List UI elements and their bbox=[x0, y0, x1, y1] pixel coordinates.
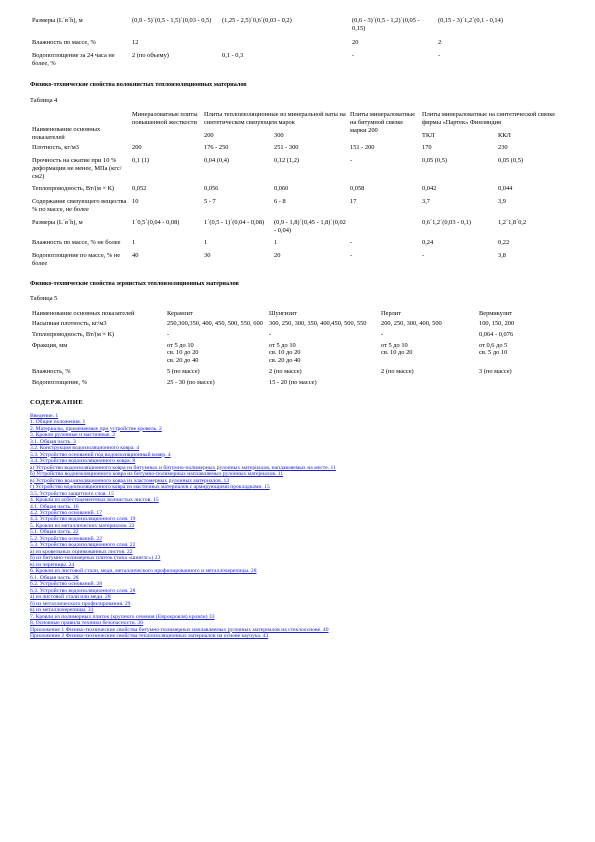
table-cell: 30 bbox=[204, 252, 211, 260]
toc-link[interactable]: Приложение 2 Физико-технические свойства теплоизоляционных материалов на основе каучука. 43 bbox=[30, 633, 269, 640]
table-cell: - bbox=[422, 252, 425, 260]
toc-link[interactable]: в) из металлочерепицы. 31 bbox=[30, 607, 94, 614]
table4-header-mw-rigid: Минераловатные плиты повышенной жесткости bbox=[132, 111, 198, 127]
table-cell: 20 bbox=[274, 252, 281, 260]
table-cell bbox=[220, 38, 350, 52]
toc-link[interactable]: в) Устройство водоизоляционного ковра из эластомерных рулонных материалов. 13 bbox=[30, 477, 230, 484]
table-cell: 12 bbox=[132, 38, 139, 46]
table4-subheader-200: 200 bbox=[204, 132, 214, 140]
table-cell: - bbox=[167, 330, 170, 338]
table-row bbox=[30, 156, 570, 184]
table-cell: 0,24 bbox=[422, 239, 434, 247]
toc-link[interactable]: 6.1. Общая часть. 28 bbox=[30, 574, 79, 581]
table-cell: 2 (по массе) bbox=[269, 368, 302, 376]
table4-header-bitumen: Плиты минераловатные на битумной связке марки 200 bbox=[350, 111, 416, 135]
table-cell: - bbox=[350, 239, 353, 247]
row-label: Насыпная плотность, кг/м3 bbox=[32, 320, 107, 327]
table5-header-material: Шунгизит bbox=[269, 310, 297, 318]
table-cell: (0,9 - 5)´(0,5 - 1,5)´(0,03 - 0,5) bbox=[132, 17, 212, 24]
table-cell: 3 (по массе) bbox=[479, 368, 512, 376]
toc-link[interactable]: в) из черепицы. 24 bbox=[30, 561, 75, 568]
document-page bbox=[30, 16, 570, 640]
table-cell: 250,300,350, 400, 450, 500, 550, 600 bbox=[167, 320, 263, 327]
table4-header-partek: Плиты минераловатные на синтетической связке фирмы «Партек» Финляндия bbox=[422, 111, 556, 127]
toc-link[interactable]: б) из битумно-полимерных плиток (типа «шинглс») 23 bbox=[30, 555, 161, 562]
table-cell: 0,056 bbox=[204, 185, 219, 193]
table-cell: 17 bbox=[350, 198, 357, 206]
section-5-title: Физико-технические свойства зернистых теплоизоляционных материалов bbox=[30, 279, 239, 287]
table-row bbox=[30, 218, 570, 239]
toc-link[interactable]: 1. Общие положения. 1 bbox=[30, 419, 86, 426]
table-row bbox=[30, 51, 570, 73]
row-label: Прочность на сжатие при 10 % деформации не менее, МПа (кгс/см2) bbox=[32, 156, 122, 180]
table-cell: (0,15 - 3)´1,2´(0,1 - 0,14) bbox=[438, 17, 503, 24]
toc-link[interactable]: 2. Материалы, применяемые при устройстве кровель. 2 bbox=[30, 425, 162, 432]
toc-link[interactable]: б) из металлического профилирования. 29 bbox=[30, 600, 131, 607]
table-row bbox=[30, 16, 570, 38]
table-row bbox=[30, 367, 570, 378]
table-cell: 0,1 (1) bbox=[132, 156, 150, 164]
table5-header-indicator: Наименование основных показателей bbox=[32, 310, 135, 318]
table-cell: 170 bbox=[422, 144, 432, 152]
table4-header-synthetic: Плиты теплоизоляционные из минеральной ваты на синтетическом связующем марок bbox=[204, 111, 346, 127]
row-label: Размеры (L´в´h), м bbox=[32, 218, 83, 226]
table-cell: 20 bbox=[352, 38, 359, 46]
row-label: Водопоглощение по массе, % не более bbox=[32, 252, 121, 267]
table-cell: 200, 250, 300, 400, 500 bbox=[381, 320, 442, 327]
toc-link[interactable]: 4.2. Устройство оснований. 17 bbox=[30, 509, 103, 516]
table-cell: 2 bbox=[438, 38, 442, 46]
row-label: Влажность, % bbox=[32, 368, 71, 376]
table-row bbox=[30, 378, 570, 389]
table-cell bbox=[379, 378, 477, 389]
table-cell: от 0,6 до 5 св. 5 до 10 bbox=[479, 341, 508, 357]
table-cell: 3,9 bbox=[498, 198, 506, 206]
table-cell: 25 - 30 (по массе) bbox=[167, 378, 215, 386]
toc-link[interactable]: Приложение 1 Физико-технические свойства битумно-полимерных наплавляемых рулонных материалов на стеклооснове. 40 bbox=[30, 626, 329, 633]
table-row bbox=[30, 330, 570, 341]
table-cell: (0,9 - 1,8)´(0,45 - 1,8)´(0,02 - 0,04) bbox=[274, 218, 346, 234]
toc-link[interactable]: 6.3. Устройство водоизоляционного слоя. 28 bbox=[30, 587, 136, 594]
table-cell: 3,8 bbox=[498, 252, 506, 260]
table-cell: от 5 до 10 св. 10 до 20 св. 20 до 40 bbox=[269, 341, 301, 365]
toc-link[interactable]: 3.1. Общая часть. 3 bbox=[30, 438, 76, 445]
toc-link[interactable]: 6. Кровли из листовой стали, меди, металлического профилированного и металлочерепицы. 28 bbox=[30, 568, 257, 575]
table-row bbox=[30, 341, 570, 367]
toc-link[interactable]: 3.2. Конструкция водоизоляционного ковра. 4 bbox=[30, 445, 140, 452]
row-label: Теплопроводность, Вт/(м × К) bbox=[32, 185, 115, 193]
table-cell: от 5 до 10 св. 10 до 20 bbox=[381, 341, 413, 357]
table-cell: 1´(0,5 - 1)´(0,04 - 0,08) bbox=[204, 218, 265, 226]
table-cell: (0,6 - 3)´(0,5 - 1,2)´(0,05 - 0,15) bbox=[352, 17, 420, 32]
table-cell: - bbox=[350, 252, 353, 260]
table-cell bbox=[348, 218, 420, 239]
table-cell: 1 bbox=[204, 239, 208, 247]
table-cell: 0,064 - 0,076 bbox=[479, 330, 514, 338]
toc-link[interactable]: б) Устройство водоизоляционного ковра из битумно-полимерных наплавляемых рулонных материалов. 11 bbox=[30, 471, 284, 478]
table-cell: (1,25 - 2,5)´0,6´(0,03 - 0,2) bbox=[222, 17, 292, 24]
table3-tail bbox=[30, 16, 570, 73]
table-cell: 100, 150, 200 bbox=[479, 320, 515, 327]
table5-header-material: Перлит bbox=[381, 310, 401, 318]
toc-link[interactable]: 5. Кровли из металлических материалов. 22 bbox=[30, 522, 135, 529]
row-label: Влажность по массе, % не более bbox=[32, 239, 121, 247]
table-cell: 0,052 bbox=[132, 185, 147, 193]
table-cell: 5 (по массе) bbox=[167, 368, 200, 376]
table-row bbox=[30, 319, 570, 330]
table4-subheader-tkl: ТКЛ bbox=[422, 132, 435, 140]
table-cell: 15 - 20 (по массе) bbox=[269, 378, 317, 386]
toc-link[interactable]: 7. Кровли из полимерных плиток (крупного сечения (Еврокровля) кровли) 33 bbox=[30, 613, 215, 620]
table-cell: 0,04 (0,4) bbox=[204, 156, 230, 164]
table-cell: 2 (по массе) bbox=[381, 368, 414, 376]
section-4-title: Физико-технические свойства волокнистых теплоизоляционных материалов bbox=[30, 81, 247, 89]
table-row bbox=[30, 197, 570, 218]
table-cell: 1,2´1,8´0,2 bbox=[498, 218, 527, 226]
table-cell: 0,044 bbox=[498, 185, 513, 193]
toc-link[interactable]: 4.1. Общая часть. 16 bbox=[30, 503, 79, 510]
toc-link[interactable]: 8. Основные правила техники безопасности. 36 bbox=[30, 620, 144, 627]
table-5-caption: Таблица 5 bbox=[30, 295, 58, 303]
table-row bbox=[30, 184, 570, 197]
toc-link[interactable]: 3.5. Устройство защитного слоя. 15 bbox=[30, 490, 114, 497]
table-cell: - bbox=[269, 330, 272, 338]
table-cell: 3,7 bbox=[422, 198, 430, 206]
table-row bbox=[30, 38, 570, 52]
table4-subheader-kkl: ККЛ bbox=[498, 132, 511, 140]
table-cell: 1´0,5´(0,04 - 0,08) bbox=[132, 218, 180, 226]
row-label: Фракция, мм bbox=[32, 341, 68, 349]
table-row bbox=[30, 238, 570, 251]
table-cell: от 5 до 10 св. 10 до 20 св. 20 до 40 bbox=[167, 341, 199, 365]
table-cell: 2 (по объему) bbox=[132, 52, 169, 60]
table-cell: 1 bbox=[274, 239, 278, 247]
row-label: Содержание связующего вещества % по массе, не более bbox=[32, 198, 127, 213]
table-cell: 0,1 - 0,3 bbox=[222, 52, 244, 60]
table-row bbox=[30, 143, 570, 156]
toc-link[interactable]: 5.1. Общая часть. 22 bbox=[30, 529, 79, 536]
table-cell: 200 bbox=[132, 144, 142, 152]
table-cell: 5 - 7 bbox=[204, 198, 216, 206]
table-cell: 40 bbox=[132, 252, 139, 260]
table-of-contents bbox=[30, 413, 570, 640]
toc-link[interactable]: а) из листовой стали или меди. 28 bbox=[30, 594, 111, 601]
toc-link[interactable]: г) Устройство водоизоляционного ковра из мастичных материалов с армирующими прокладками. 15 bbox=[30, 484, 270, 491]
table-cell: 0,22 bbox=[498, 239, 510, 247]
toc-link[interactable]: 3.4. Устройство водоизоляционного ковра. 8 bbox=[30, 458, 136, 465]
toc-link[interactable]: 5.2. Устройство оснований. 22 bbox=[30, 535, 103, 542]
table5-header-material: Вермикулит bbox=[479, 310, 512, 318]
table-cell bbox=[477, 378, 570, 389]
table-cell: 6 - 8 bbox=[274, 198, 286, 206]
table-cell: - bbox=[381, 330, 384, 338]
table5-header-material: Керамзит bbox=[167, 310, 193, 318]
table-cell: 300, 250, 300, 350, 400,450, 500, 550 bbox=[269, 320, 367, 327]
table-cell: 151 - 200 bbox=[350, 144, 375, 152]
toc-link[interactable]: 3.3. Устройство оснований под водоизоляционный ковер. 4 bbox=[30, 451, 171, 458]
table-cell: 0,12 (1,2) bbox=[274, 156, 300, 164]
table-cell: - bbox=[350, 156, 353, 164]
table-cell: 10 bbox=[132, 198, 139, 206]
toc-link[interactable]: Введение. 1 bbox=[30, 412, 59, 419]
row-label: Водопоглощение, % bbox=[32, 378, 87, 386]
table-cell: 0,058 bbox=[350, 185, 365, 193]
row-label: Влажность по массе, % bbox=[32, 38, 96, 46]
table-cell: 0,05 (0,5) bbox=[498, 156, 524, 164]
table4-subheader-300: 300 bbox=[274, 132, 284, 140]
table-cell: 0,042 bbox=[422, 185, 437, 193]
table-4-caption: Таблица 4 bbox=[30, 96, 58, 104]
table4-header-indicator: Наименование основных показателей bbox=[32, 126, 101, 142]
row-label: Плотность, кг/м3 bbox=[32, 144, 79, 152]
table-cell: - bbox=[438, 52, 441, 60]
table-row bbox=[30, 251, 570, 272]
row-label: Водопоглощение за 24 часа не более, % bbox=[32, 52, 115, 68]
toc-link[interactable]: а) из кровельных оцинкованных листов. 22 bbox=[30, 548, 133, 555]
table-cell: 176 - 250 bbox=[204, 144, 229, 152]
row-label: Размеры (L´в´h), м bbox=[32, 17, 83, 24]
table-cell: 0,6´1,2´(0,03 - 0,1) bbox=[422, 218, 471, 226]
table-cell: 0,060 bbox=[274, 185, 289, 193]
toc-link[interactable]: 3. Кровли рулонные и мастичные. 2 bbox=[30, 432, 116, 439]
table-4 bbox=[30, 110, 570, 271]
row-label: Теплопроводность, Вт/(м × К) bbox=[32, 330, 115, 338]
toc-link[interactable]: 4.3. Устройство водоизоляционного слоя. 19 bbox=[30, 516, 136, 523]
toc-link[interactable]: 4. Кровли из асбестоцементных волнистых листов. 15 bbox=[30, 497, 159, 504]
table-cell: 1 bbox=[132, 239, 136, 247]
toc-link[interactable]: а) Устройство водоизоляционного ковра из битумных и битумно-полимерных рулонных материалов, наплавляемых на месте. 11 bbox=[30, 464, 336, 471]
table-5 bbox=[30, 309, 570, 389]
toc-link[interactable]: 5.3. Устройство водоизоляционного слоя. 22 bbox=[30, 542, 136, 549]
table-cell: 230 bbox=[498, 144, 508, 152]
table-cell: 0,05 (0,5) bbox=[422, 156, 448, 164]
toc-link[interactable]: 6.2. Устройство оснований. 28 bbox=[30, 581, 103, 588]
table-cell: - bbox=[352, 52, 355, 60]
table-cell: 251 - 300 bbox=[274, 144, 299, 152]
toc-title: СОДЕРЖАНИЕ bbox=[30, 398, 84, 406]
